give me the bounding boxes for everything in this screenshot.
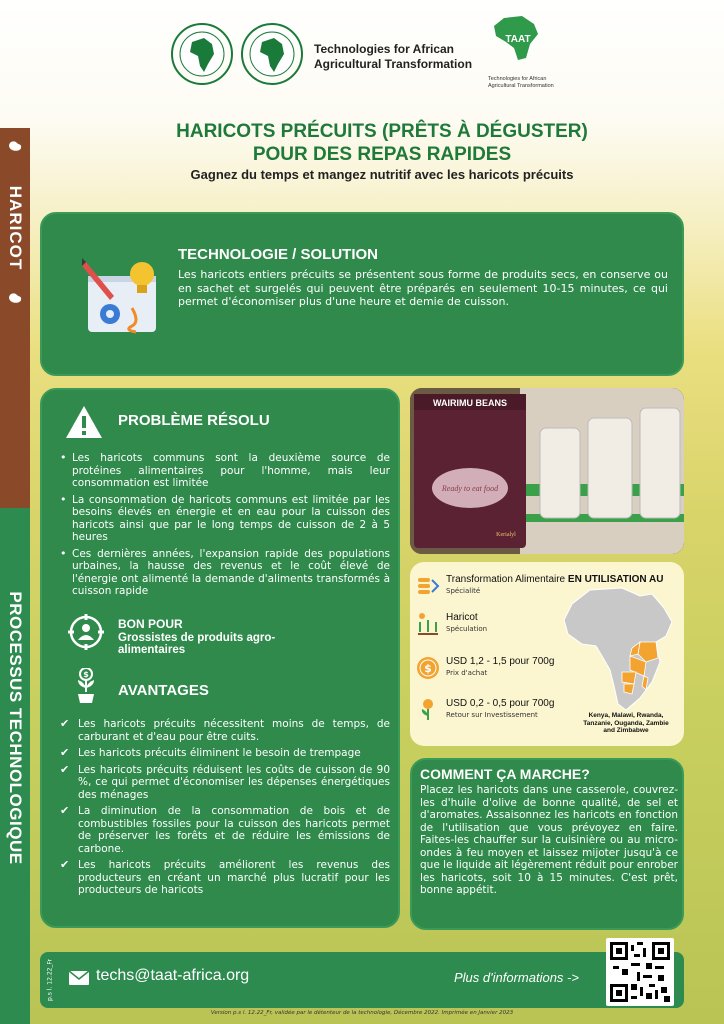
roi-label: Retour sur Investissement xyxy=(446,711,538,719)
technology-heading: TECHNOLOGIE / SOLUTION xyxy=(178,246,379,263)
price-label: Prix d'achat xyxy=(446,669,488,677)
roi-value: USD 0,2 - 0,5 pour 700g xyxy=(446,698,555,709)
target-user-icon xyxy=(68,614,104,650)
list-item: • Les haricots communs sont la deuxième source de protéines alimentaires pour l'homme, mais leur consommation est limitée xyxy=(58,452,390,490)
svg-text:$: $ xyxy=(83,670,89,679)
page-subtitle: Gagnez du temps et mangez nutritif avec les haricots précuits xyxy=(190,167,574,182)
roi-plant-icon xyxy=(416,698,440,722)
footer-code: p.s l. 12.22_Fr xyxy=(46,959,54,1001)
specialty-value: Transformation Alimentaire EN UTILISATION AU xyxy=(446,574,664,585)
problem-heading: PROBLÈME RÉSOLU xyxy=(118,412,270,429)
taat-logo-icon xyxy=(486,14,550,62)
footer xyxy=(40,952,684,1008)
title-line-2: POUR DES REPAS RAPIDES xyxy=(252,144,512,165)
price-value: USD 1,2 - 1,5 pour 700g xyxy=(446,656,555,667)
list-item: ✔ Les haricots précuits réduisent les coûts de cuisson de 90 %, ce qui permet d'économiser les dépenses énergétiques des ménages xyxy=(58,764,390,802)
taat-caption: Technologies for African Agricultural Transformation xyxy=(488,76,554,89)
taat-logo-text: TAAT xyxy=(505,34,531,45)
bag-script: Ready to eat food xyxy=(441,484,499,493)
title-line-1: HARICOTS PRÉCUITS (PRÊTS À DÉGUSTER) xyxy=(176,121,588,142)
qr-code-icon xyxy=(610,942,670,1002)
bean-products-image xyxy=(410,388,684,554)
problem-list xyxy=(58,452,390,602)
problem-card xyxy=(40,388,400,928)
countries-list: Kenya, Malawi, Rwanda, Tanzanie, Ouganda, Zambie and Zimbabwe xyxy=(583,712,669,734)
afdf-logo-icon xyxy=(240,22,304,86)
info-box xyxy=(410,562,684,746)
warning-icon xyxy=(64,404,104,440)
advantages-heading: AVANTAGES xyxy=(118,682,209,699)
page-title xyxy=(40,120,724,166)
transformation-icon xyxy=(416,574,440,598)
how-text: Placez les haricots dans une casserole, couvrez-les d'huile d'olive de bonne qualité, de sel et d'aromates. Assaisonnez les haricots en fonction de l'utilisation que vous prévoyez en faire. Faites-les chauffer sur la cuisinière ou au micro-ondes à feu moyen et laissez mijoter jusqu'à ce que le liquide ait légèrement réduit pour enrober les haricots, soit 10 à 15 minutes. C'est prêt, bonne appétit. xyxy=(420,784,678,896)
contact-email-link[interactable]: techs@taat-africa.org xyxy=(96,967,250,984)
advantages-list xyxy=(58,718,390,901)
bean-icon xyxy=(7,140,23,152)
technology-text: Les haricots entiers précuits se présentent sous forme de produits secs, en conserve ou en sachet et surgelés qui peuvent être préparés en seulement 10-15 minutes, ce qui permet d'économiser plus d'une heure et demie de cuisson. xyxy=(178,268,668,308)
crop-icon xyxy=(416,612,440,636)
product-photo xyxy=(410,388,684,554)
good-for-text: Grossistes de produits agro-alimentaires xyxy=(118,632,276,656)
list-item: • Ces dernières années, l'expansion rapide des populations urbaines, la hausse des revenus et le coût élevé de l'énergie ont alimenté la demande d'aliments transformés à cuisson rapide xyxy=(58,548,390,598)
qr-code[interactable] xyxy=(606,938,674,1006)
specialty-label: Spécialité xyxy=(446,587,481,595)
org-title: Technologies for African Agricultural Transformation xyxy=(314,42,473,71)
money-plant-icon xyxy=(72,668,100,704)
sidebar-process-label: PROCESSUS TECHNOLOGIQUE xyxy=(6,591,25,865)
sidebar xyxy=(0,0,30,1024)
svg-text:$: $ xyxy=(424,662,432,675)
sidebar-crop-label: HARICOT xyxy=(6,185,25,271)
africa-map-icon xyxy=(560,586,682,714)
how-heading: COMMENT ÇA MARCHE? xyxy=(420,766,590,782)
list-item: • La consommation de haricots communs est limitée par les besoins élevés en énergie et en eau pour la cuisson des haricots ainsi que par le long temps de cuisson de 2 à 5 heures xyxy=(58,494,390,544)
idea-gear-icon xyxy=(80,252,170,342)
technology-card xyxy=(40,212,684,376)
bag-brand: Kerialyl xyxy=(496,532,516,538)
list-item: ✔ Les haricots précuits éliminent le besoin de trempage xyxy=(58,747,390,760)
dollar-coin-icon xyxy=(416,656,440,680)
mail-icon xyxy=(68,970,90,986)
speculation-value: Haricot xyxy=(446,612,478,623)
bean-icon xyxy=(7,292,23,304)
list-item: ✔ Les haricots précuits nécessitent moins de temps, de carburant et d'eau pour être cuits. xyxy=(58,718,390,743)
bag-label: WAIRIMU BEANS xyxy=(433,398,507,408)
version-note: Version p.s l. 12.22_Fr, validée par le détenteur de la technologie, Décembre 2022. Imprimée en Janvier 2023 xyxy=(210,1010,514,1016)
how-it-works-card xyxy=(410,758,684,930)
speculation-label: Spéculation xyxy=(446,625,488,633)
good-for-heading: BON POUR xyxy=(118,617,183,631)
afdb-logo-icon xyxy=(170,22,234,86)
more-info-link[interactable]: Plus d'informations -> xyxy=(454,970,579,985)
list-item: ✔ Les haricots précuits améliorent les revenus des producteurs en créant un marché plus lucratif pour les producteurs de haricots xyxy=(58,859,390,897)
list-item: ✔ La diminution de la consommation de bois et de combustibles fossiles pour la cuisson des haricots permet de préserver les forêts et de réduire les émissions de carbone. xyxy=(58,805,390,855)
